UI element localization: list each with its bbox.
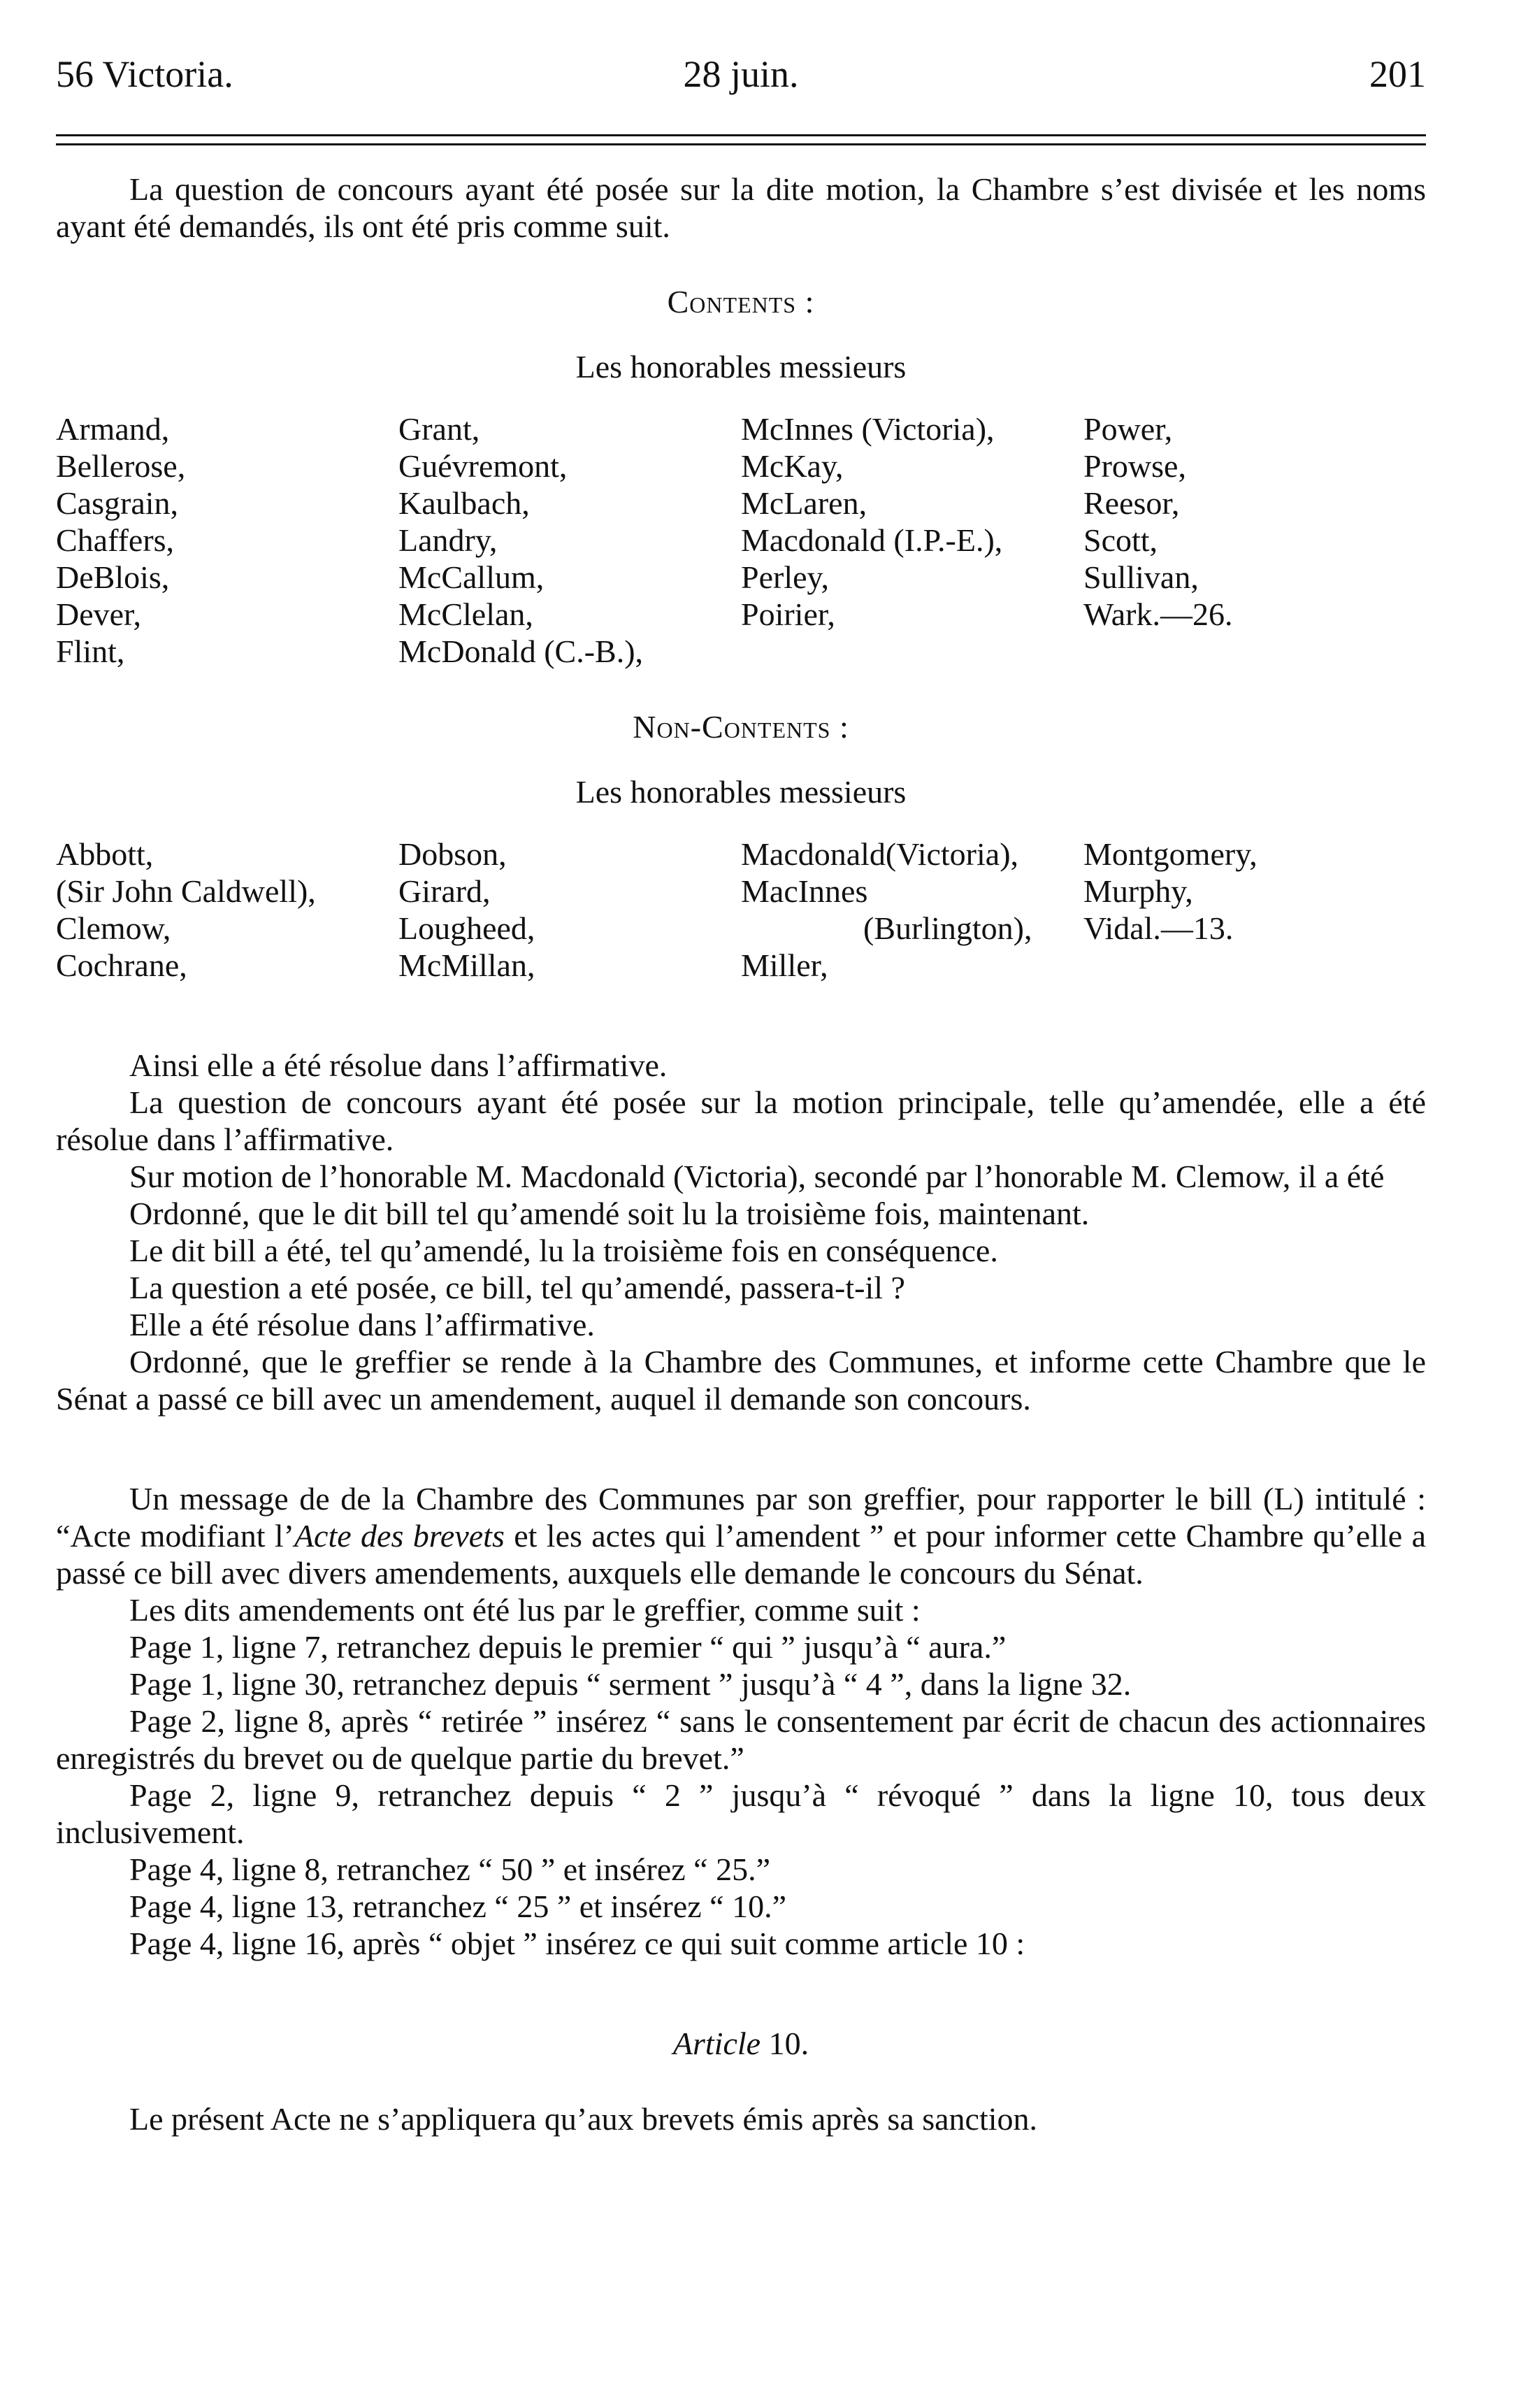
body-paragraph: La question a eté posée, ce bill, tel qu’amendé, passera-t-il ? — [129, 1270, 905, 1305]
amendment-item: Page 4, ligne 16, après “ objet ” insérez ce qui suit comme article 10 : — [129, 1926, 1025, 1961]
name-entry: McKay, — [741, 448, 844, 484]
name-entry: Grant, — [398, 411, 480, 447]
article-label: Article — [672, 2026, 761, 2061]
name-entry: Montgomery, — [1083, 836, 1257, 872]
name-entry: Poirier, — [741, 596, 835, 632]
page — [56, 42, 1426, 2137]
name-entry: Landry, — [398, 522, 498, 558]
name-entry: Lougheed, — [398, 910, 535, 946]
name-entry: Cochrane, — [56, 947, 187, 983]
amendment-item: Page 1, ligne 7, retranchez depuis le premier “ qui ” jusqu’à “ aura.” — [129, 1629, 1007, 1665]
amendment-item: Page 4, ligne 8, retranchez “ 50 ” et insérez “ 25.” — [129, 1851, 771, 1887]
name-entry: McMillan, — [398, 947, 535, 983]
contents-heading: Contents : — [667, 284, 815, 320]
header-left: 56 Victoria. — [56, 53, 233, 95]
name-entry: Sullivan, — [1083, 559, 1199, 595]
name-entry: Power, — [1083, 411, 1173, 447]
amendment-item: Page 4, ligne 13, retranchez “ 25 ” et insérez “ 10.” — [129, 1889, 787, 1924]
name-entry: Prowse, — [1083, 448, 1186, 484]
header-rule-top — [56, 134, 1426, 136]
amendments-intro: Les dits amendements ont été lus par le greffier, comme suit : — [129, 1592, 921, 1628]
body-paragraph: Ordonné, que le dit bill tel qu’amendé soit lu la troisième fois, maintenant. — [129, 1196, 1090, 1231]
name-entry: McDonald (C.-B.), — [398, 633, 644, 669]
name-entry: Macdonald(Victoria), — [741, 836, 1019, 872]
name-entry: Abbott, — [56, 836, 154, 872]
message-paragraph — [56, 1480, 1426, 1591]
article-heading — [56, 2025, 1426, 2062]
name-entry: DeBlois, — [56, 559, 170, 595]
name-entry: Girard, — [398, 873, 491, 909]
name-entry: McInnes (Victoria), — [741, 411, 995, 447]
body-paragraph: Ordonné, que le greffier se rende à la Chambre des Communes, et informe cette Chambre que le Sénat a passé ce bill avec un amendement, auquel il demande son concours. — [56, 1344, 1426, 1417]
name-entry: Murphy, — [1083, 873, 1193, 909]
amendment-item: Page 2, ligne 8, après “ retirée ” insérez “ sans le consentement par écrit de chacun des actionnaires enregistrés du brevet ou de quelque partie du brevet.” — [56, 1703, 1426, 1776]
contents-names — [56, 410, 1426, 670]
name-entry: Scott, — [1083, 522, 1158, 558]
body-paragraph: La question de concours ayant été posée sur la motion principale, telle qu’amendée, elle a été résolue dans l’affirmative. — [56, 1084, 1426, 1157]
name-entry: McClelan, — [398, 596, 533, 632]
name-entry: Vidal.—13. — [1083, 910, 1234, 946]
intro-paragraph: La question de concours ayant été posée sur la dite motion, la Chambre s’est divisée et les noms ayant été demandés, ils ont été pris comme suit. — [56, 171, 1426, 244]
name-entry: Reesor, — [1083, 485, 1180, 521]
name-entry: Kaulbach, — [398, 485, 530, 521]
name-entry: McCallum, — [398, 559, 545, 595]
noncontents-subheading: Les honorables messieurs — [575, 774, 907, 810]
name-entry: Macdonald (I.P.-E.), — [741, 522, 1003, 558]
name-entry: Perley, — [741, 559, 830, 595]
name-entry: (Burlington), — [863, 910, 1032, 946]
name-entry: Dobson, — [398, 836, 507, 872]
name-entry: MacInnes — [741, 873, 868, 909]
article-number: 10. — [761, 2026, 809, 2061]
name-entry — [1083, 633, 1412, 670]
name-entry: Dever, — [56, 596, 142, 632]
resolution-paragraph: Ainsi elle a été résolue dans l’affirmative. — [129, 1047, 668, 1083]
body-paragraph: Sur motion de l’honorable M. Macdonald (Victoria), secondé par l’honorable M. Clemow, il a été — [129, 1159, 1385, 1194]
body-paragraph: Elle a été résolue dans l’affirmative. — [129, 1307, 595, 1342]
noncontents-heading: Non-Contents : — [633, 709, 849, 745]
name-entry: Casgrain, — [56, 485, 179, 521]
page-number: 201 — [1369, 53, 1426, 95]
name-entry: Flint, — [56, 633, 125, 669]
name-entry: Armand, — [56, 411, 170, 447]
name-entry: Wark.—26. — [1083, 596, 1233, 632]
name-entry: Clemow, — [56, 910, 171, 946]
header-center: 28 juin. — [683, 53, 799, 95]
name-entry: Chaffers, — [56, 522, 175, 558]
body-paragraph: Le dit bill a été, tel qu’amendé, lu la troisième fois en conséquence. — [129, 1233, 998, 1268]
message-text: Un message de de la Chambre des Communes par son greffier, pour rapporter le bill (L) intitulé : “Acte modifiant l’ — [56, 1481, 1426, 1554]
name-entry: McLaren, — [741, 485, 867, 521]
name-entry — [741, 633, 1083, 670]
name-entry: Bellerose, — [56, 448, 186, 484]
message-text: et les actes qui l’amendent ” et pour informer cette Chambre qu’elle a passé ce bill avec divers amendements, auxquels elle demande le concours du Sénat. — [56, 1518, 1426, 1591]
act-title: Acte des brevets — [294, 1518, 505, 1554]
article-text: Le présent Acte ne s’appliquera qu’aux brevets émis après sa sanction. — [129, 2101, 1038, 2137]
amendment-item: Page 2, ligne 9, retranchez depuis “ 2 ” jusqu’à “ révoqué ” dans la ligne 10, tous deux inclusivement. — [56, 1777, 1426, 1850]
name-entry — [1083, 947, 1412, 984]
contents-subheading: Les honorables messieurs — [575, 349, 907, 385]
name-entry: (Sir John Caldwell), — [56, 873, 316, 909]
amendment-item: Page 1, ligne 30, retranchez depuis “ serment ” jusqu’à “ 4 ”, dans la ligne 32. — [129, 1666, 1132, 1702]
name-entry: Miller, — [741, 947, 828, 983]
page-header — [56, 42, 1426, 98]
name-entry: Guévremont, — [398, 448, 568, 484]
noncontents-names — [56, 836, 1426, 984]
